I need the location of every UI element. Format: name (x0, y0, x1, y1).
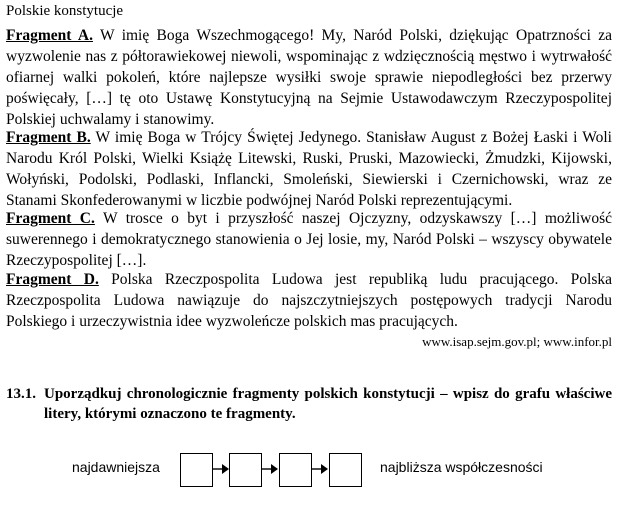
graph-left-label: najdawniejsza (72, 459, 160, 475)
arrow-right-icon (311, 462, 329, 476)
answer-box-4[interactable] (329, 453, 362, 487)
fragment-a-text: W imię Boga Wszechmogącego! My, Naród Polski, dziękując Opatrzności za wyzwolenie nas z półtorawiekowej niewoli, wspominając z wdzięcznością męstwo i wytrwałość ofiarnej walki pokoleń, które najlepsze wysiłki swoje sprawie niepodległości bez przerwy poświęcały, […] tę oto Ustawę Konstytucyjną na Sejmie Ustawodawczym Rzeczypospolitej Polskiej uchwalamy i stanowimy. (6, 27, 612, 128)
answer-box-2[interactable] (229, 453, 262, 487)
fragment-b (6, 127, 612, 211)
task-instruction: Uporządkuj chronologicznie fragmenty polskich konstytucji – wpisz do grafu właściwe litery, którymi oznaczono te fragmenty. (44, 386, 612, 422)
task-13-1 (6, 384, 612, 424)
fragment-b-label: Fragment B. (6, 129, 91, 146)
fragment-c (6, 208, 612, 271)
fragment-c-label: Fragment C. (6, 210, 95, 227)
source-citation: www.isap.sejm.gov.pl; www.infor.pl (422, 334, 612, 349)
fragment-d-label: Fragment D. (6, 271, 99, 288)
fragment-b-text: W imię Boga w Trójcy Świętej Jedynego. Stanisław August z Bożej Łaski i Woli Narodu Król Polski, Wielki Książę Litewski, Ruski, Pruski, Mazowiecki, Żmudzki, Kijowski, Wołyński, Podolski, Podlaski, Inflancki, Smoleński, Siewierski i Czernichowski, wraz ze Stanami Skonfederowanymi w liczbie podwójnej Naród Polski reprezentującymi. (6, 129, 612, 209)
fragment-a-label: Fragment A. (6, 27, 93, 44)
fragment-a (6, 25, 612, 130)
arrow-right-icon (212, 462, 230, 476)
fragment-c-text: W trosce o byt i przyszłość naszej Ojczyzny, odzyskawszy […] możliwość suwerennego i demokratycznego stanowienia o Jej losie, my, Naród Polski – wszyscy obywatele Rzeczypospolitej […]. (6, 210, 612, 269)
task-number: 13.1. (6, 386, 36, 402)
chronology-graph (0, 448, 634, 493)
answer-box-3[interactable] (279, 453, 312, 487)
arrow-right-icon (261, 462, 279, 476)
graph-right-label: najbliższa współczesności (380, 459, 543, 475)
fragment-d (6, 269, 612, 332)
fragment-d-text: Polska Rzeczpospolita Ludowa jest republiką ludu pracującego. Polska Rzeczpospolita Ludowa nawiązuje do najszczytniejszych postępowych tradycji Narodu Polskiego i urzeczywistnia idee wyzwoleńcze polskich mas pracujących. (6, 271, 613, 330)
answer-box-1[interactable] (180, 453, 213, 487)
document-title: Polskie konstytucje (6, 3, 124, 19)
